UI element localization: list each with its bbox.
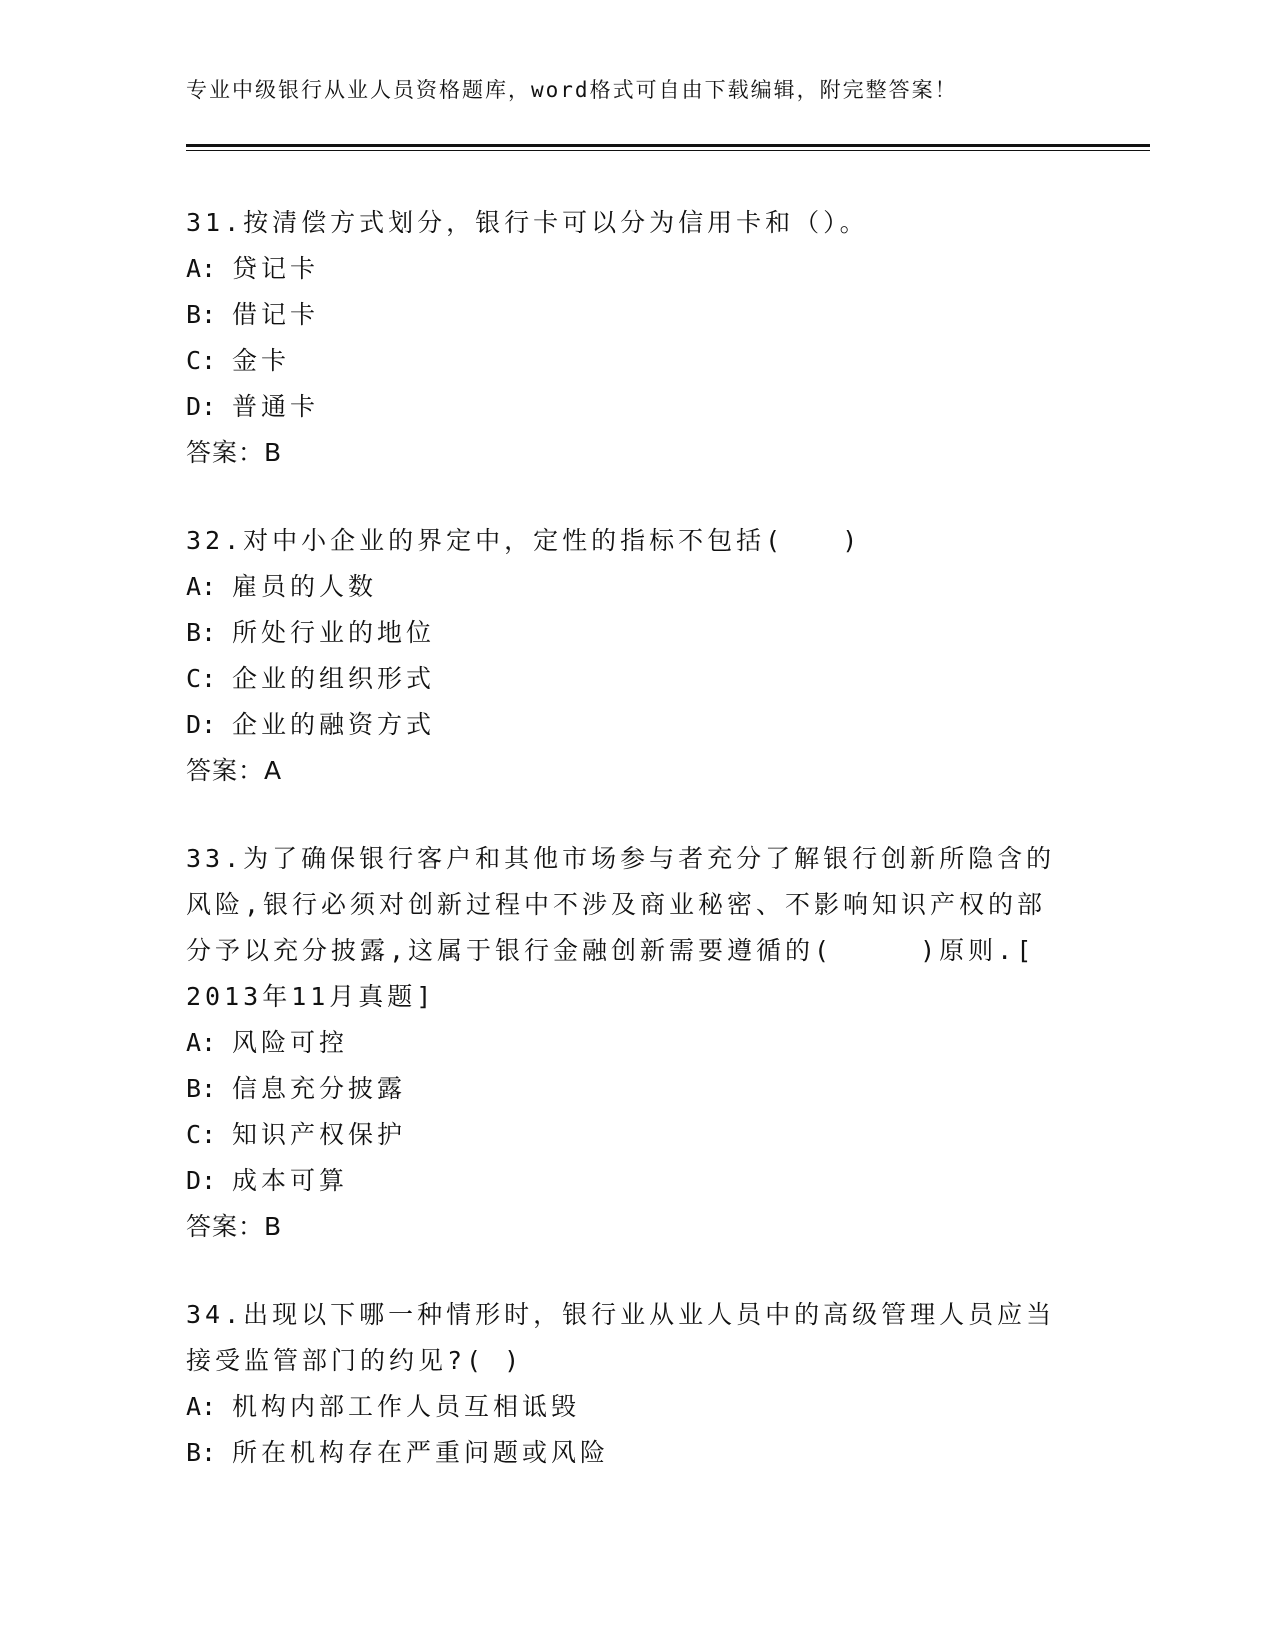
option-text: 所在机构存在严重问题或风险 xyxy=(232,1438,610,1467)
option-c xyxy=(186,656,1066,702)
option-a xyxy=(186,1384,1066,1430)
question-list xyxy=(186,200,1066,1518)
option-text: 知识产权保护 xyxy=(232,1120,407,1149)
option-letter: A: xyxy=(186,254,217,283)
option-letter: D: xyxy=(186,392,217,421)
option-d xyxy=(186,1158,1066,1204)
option-a xyxy=(186,246,1066,292)
option-text: 金卡 xyxy=(232,346,291,375)
option-letter: B: xyxy=(186,618,217,647)
option-b xyxy=(186,292,1066,338)
option-letter: A: xyxy=(186,572,217,601)
option-text: 信息充分披露 xyxy=(232,1074,407,1103)
option-a xyxy=(186,1020,1066,1066)
question-stem: 31.按清偿方式划分，银行卡可以分为信用卡和（）。 xyxy=(186,208,869,237)
answer: 答案：A xyxy=(186,756,283,785)
header-rule-thick xyxy=(186,144,1150,147)
option-letter: C: xyxy=(186,1120,217,1149)
option-letter: A: xyxy=(186,1392,217,1421)
option-c xyxy=(186,1112,1066,1158)
option-letter: A: xyxy=(186,1028,217,1057)
option-letter: B: xyxy=(186,1438,217,1467)
option-letter: B: xyxy=(186,300,217,329)
option-b xyxy=(186,1066,1066,1112)
page-header: 专业中级银行从业人员资格题库，word格式可自由下载编辑，附完整答案！ xyxy=(186,78,958,102)
option-a xyxy=(186,564,1066,610)
question-stem: 33.为了确保银行客户和其他市场参与者充分了解银行创新所隐含的风险,银行必须对创新过程中不涉及商业秘密、不影响知识产权的部分予以充分披露,这属于银行金融创新需要遵循的( )原则.[ 2013年11月真题] xyxy=(186,844,1056,1011)
option-letter: D: xyxy=(186,1166,217,1195)
option-letter: C: xyxy=(186,664,217,693)
option-text: 企业的组织形式 xyxy=(232,664,436,693)
option-text: 普通卡 xyxy=(232,392,320,421)
option-letter: D: xyxy=(186,710,217,739)
question-stem: 32.对中小企业的界定中，定性的指标不包括( ) xyxy=(186,526,862,555)
option-b xyxy=(186,610,1066,656)
answer: 答案：B xyxy=(186,438,283,467)
option-text: 雇员的人数 xyxy=(232,572,378,601)
option-d xyxy=(186,702,1066,748)
option-text: 所处行业的地位 xyxy=(232,618,436,647)
header-rule-thin xyxy=(186,150,1150,151)
option-c xyxy=(186,338,1066,384)
option-text: 贷记卡 xyxy=(232,254,320,283)
question-33 xyxy=(186,836,1066,1250)
option-text: 企业的融资方式 xyxy=(232,710,436,739)
option-text: 机构内部工作人员互相诋毁 xyxy=(232,1392,581,1421)
question-stem: 34.出现以下哪一种情形时，银行业从业人员中的高级管理人员应当接受监管部门的约见?( ) xyxy=(186,1300,1056,1375)
question-31 xyxy=(186,200,1066,476)
question-34 xyxy=(186,1292,1066,1476)
option-text: 成本可算 xyxy=(232,1166,349,1195)
option-text: 借记卡 xyxy=(232,300,320,329)
answer: 答案：B xyxy=(186,1212,283,1241)
question-32 xyxy=(186,518,1066,794)
option-letter: C: xyxy=(186,346,217,375)
option-b xyxy=(186,1430,1066,1476)
option-text: 风险可控 xyxy=(232,1028,349,1057)
option-letter: B: xyxy=(186,1074,217,1103)
option-d xyxy=(186,384,1066,430)
